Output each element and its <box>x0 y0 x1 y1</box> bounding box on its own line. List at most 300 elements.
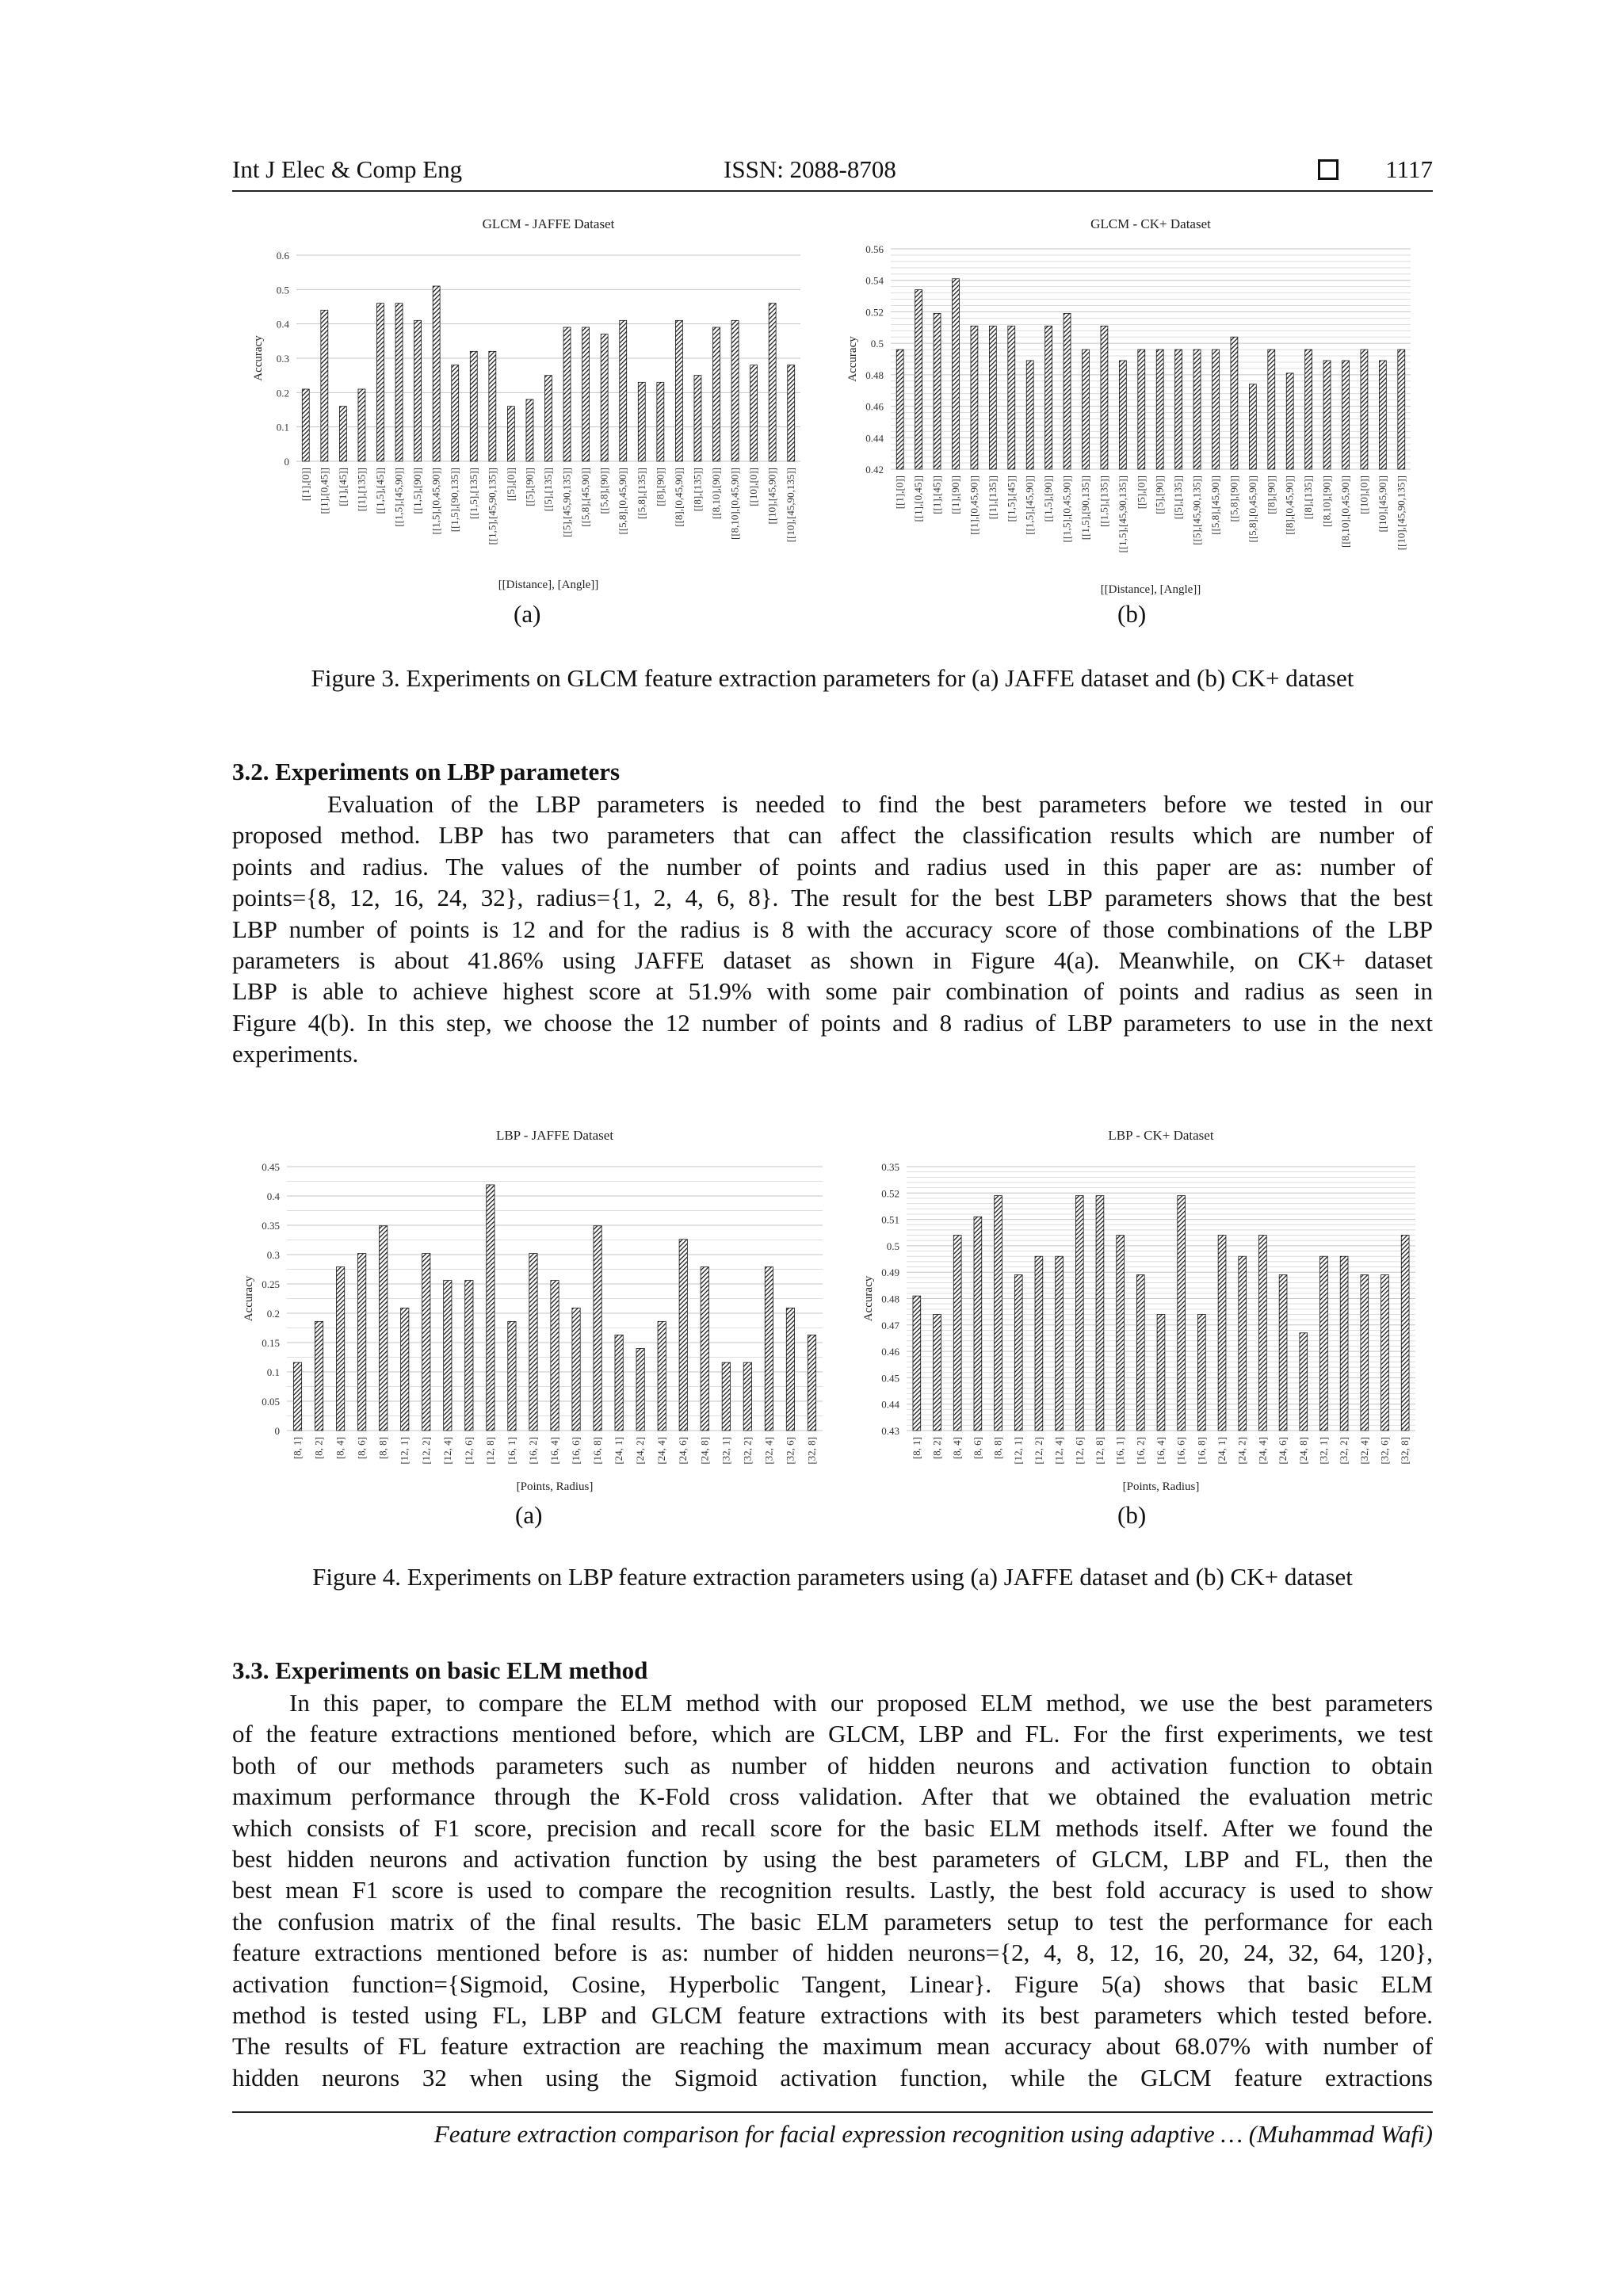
bar <box>1064 313 1071 469</box>
x-tick-label: [8, 8] <box>376 1437 389 1460</box>
bar <box>1045 326 1052 469</box>
text-line: LBP number of points is 12 and for the radius is 8 with the accuracy score of those combinations of the LBP <box>232 915 1433 943</box>
x-tick-label: [16, 4] <box>548 1437 560 1465</box>
x-tick-label: [12, 6] <box>462 1437 475 1465</box>
x-tick-label: [24, 4] <box>1256 1437 1269 1465</box>
bar <box>422 1254 430 1431</box>
chart-title: GLCM - CK+ Dataset <box>1090 216 1211 231</box>
y-tick-label: 0.1 <box>266 1366 280 1378</box>
bar <box>1197 1314 1205 1431</box>
x-tick-label: [24, 8] <box>1296 1437 1309 1465</box>
x-tick-label: [[8,10],[0,45,90]] <box>1339 476 1351 548</box>
bar <box>1286 373 1293 469</box>
y-tick-label: 0.2 <box>266 1308 280 1320</box>
y-tick-label: 0.44 <box>865 432 884 445</box>
x-tick-label: [[8,10],[0,45,90]] <box>728 468 741 540</box>
text-line: Figure 4(b). In this step, we choose the 12 number of points and 8 radius of LBP parameters to use in the next <box>232 1008 1433 1037</box>
bar <box>953 279 960 469</box>
x-tick-label: [[1,5],[45]] <box>374 468 386 514</box>
bar <box>315 1321 323 1431</box>
bar <box>1178 1196 1186 1431</box>
bar <box>701 1267 708 1431</box>
bar <box>1136 1275 1144 1431</box>
bar <box>358 1254 366 1431</box>
x-tick-label: [[5,8],[90]] <box>598 468 610 514</box>
x-tick-label: [[1,5],[0,45,90]] <box>430 468 442 535</box>
y-tick-label: 0.2 <box>276 387 289 399</box>
y-tick-label: 0.5 <box>276 284 289 296</box>
y-tick-label: 0.5 <box>870 338 884 350</box>
bar <box>1014 1275 1022 1431</box>
bar <box>974 1217 982 1431</box>
bar <box>395 304 403 461</box>
x-tick-label: [[1,5],[45,90]] <box>392 468 405 527</box>
x-tick-label: [[1,5],[45]] <box>1005 476 1018 522</box>
bar <box>1175 350 1182 469</box>
text-line: both of our methods parameters such as number of hidden neurons and activation function to obtain <box>232 1751 1433 1779</box>
text-line: The results of FL feature extraction are reaching the maximum mean accuracy about 68.07% with number of <box>232 2032 1433 2061</box>
bar <box>1218 1236 1226 1431</box>
x-tick-label: [12, 1] <box>1012 1437 1025 1465</box>
x-tick-label: [[1,5],[90,135]] <box>1079 476 1091 541</box>
x-tick-label: [[5,8],[135]] <box>635 468 647 519</box>
x-tick-label: [16, 1] <box>505 1437 517 1465</box>
bar <box>1193 350 1201 469</box>
x-tick-label: [24, 4] <box>655 1437 668 1465</box>
x-tick-label: [[1,5],[45,90,135]] <box>1116 476 1128 553</box>
x-tick-label: [12, 8] <box>483 1437 496 1465</box>
figure4-label-b: (b) <box>1117 1501 1147 1529</box>
x-axis-label: [Points, Radius] <box>516 1480 594 1493</box>
bar <box>722 1362 730 1431</box>
x-tick-label: [[1],[0]] <box>893 476 906 510</box>
x-tick-label: [[1],[135]] <box>355 468 368 512</box>
bar <box>657 382 664 461</box>
text-line: activation function={Sigmoid, Cosine, Hyperbolic Tangent, Linear}. Figure 5(a) shows that basic ELM <box>232 1969 1433 1998</box>
bar <box>934 313 941 469</box>
section-3-3-heading: 3.3. Experiments on basic ELM method <box>232 1656 648 1684</box>
y-axis-label: Accuracy <box>862 1275 875 1322</box>
x-tick-label: [32, 6] <box>1378 1437 1391 1465</box>
bar <box>989 326 996 469</box>
text-line: best hidden neurons and activation function by using the best parameters of GLCM, LBP and FL, then the <box>232 1845 1433 1874</box>
y-tick-label: 0.43 <box>881 1425 899 1437</box>
y-tick-label: 0.6 <box>276 250 289 262</box>
bar <box>995 1196 1002 1431</box>
x-tick-label: [16, 8] <box>1195 1437 1208 1465</box>
bar <box>769 304 776 461</box>
y-tick-label: 0.45 <box>262 1161 280 1173</box>
bar <box>507 407 514 461</box>
text-line: of the feature extractions mentioned before, which are GLCM, LBP and FL. For the first experiments, we test <box>232 1720 1433 1748</box>
x-tick-label: [8, 8] <box>991 1437 1004 1460</box>
x-tick-label: [[5],[45,90,135]] <box>560 468 573 537</box>
section-3-2-heading: 3.2. Experiments on LBP parameters <box>232 758 621 785</box>
chart-glcm-jaffe <box>230 208 816 596</box>
x-tick-label: [32, 1] <box>720 1437 732 1465</box>
page-number: 1117 <box>1385 155 1433 183</box>
x-tick-label: [8, 1] <box>910 1437 922 1460</box>
x-tick-label: [[5,8],[45,90]] <box>1209 476 1221 535</box>
bar <box>1268 350 1275 469</box>
bar <box>339 407 346 461</box>
x-tick-label: [[8,10],[90]] <box>710 468 722 519</box>
x-tick-label: [12, 2] <box>1032 1437 1044 1465</box>
x-tick-label: [8, 4] <box>951 1437 964 1460</box>
x-tick-label: [16, 2] <box>526 1437 539 1465</box>
x-tick-label: [[10],[45,90]] <box>1376 476 1388 533</box>
figure3-label-b: (b) <box>1117 600 1147 628</box>
bar <box>679 1240 687 1431</box>
bar <box>1035 1256 1043 1431</box>
bar <box>1096 1196 1104 1431</box>
x-tick-label: [32, 4] <box>1358 1437 1370 1465</box>
bar <box>953 1236 961 1431</box>
y-tick-label: 0.1 <box>276 421 289 434</box>
bar <box>1381 1275 1389 1431</box>
x-tick-label: [[1],[0]] <box>299 468 311 502</box>
x-tick-label: [8, 1] <box>291 1437 304 1460</box>
text-line: points={8, 12, 16, 24, 32}, radius={1, 2, 4, 6, 8}. The result for the best LBP parameters shows that the best <box>232 884 1433 912</box>
x-tick-label: [12, 8] <box>1093 1437 1106 1465</box>
x-tick-label: [12, 4] <box>441 1437 453 1465</box>
x-tick-label: [24, 2] <box>1235 1437 1248 1465</box>
bar <box>1239 1256 1247 1431</box>
bar <box>1320 1256 1328 1431</box>
bar <box>1157 1314 1165 1431</box>
x-axis-label: [Points, Radius] <box>1122 1480 1200 1493</box>
bar <box>1323 361 1331 469</box>
x-tick-label: [16, 6] <box>570 1437 582 1465</box>
x-tick-label: [[1,5],[135]] <box>467 468 479 519</box>
y-tick-label: 0.48 <box>865 369 884 381</box>
bar <box>293 1362 301 1431</box>
y-tick-label: 0.46 <box>865 400 884 413</box>
bar <box>1083 350 1090 469</box>
chart-lbp-jaffe-svg <box>230 1117 832 1498</box>
bar <box>1398 350 1405 469</box>
x-tick-label: [[1,5],[90,135]] <box>449 468 461 533</box>
text-line: Evaluation of the LBP parameters is needed to find the best parameters before we tested in our <box>327 790 1433 818</box>
y-tick-label: 0.51 <box>881 1213 899 1226</box>
section-3-2-paragraph <box>232 789 1433 1070</box>
bar <box>1305 350 1312 469</box>
x-tick-label: [16, 4] <box>1155 1437 1167 1465</box>
y-tick-label: 0.15 <box>262 1337 280 1349</box>
bar <box>1379 361 1386 469</box>
y-tick-label: 0.46 <box>881 1346 899 1358</box>
bar <box>750 365 758 461</box>
bar <box>636 1348 644 1431</box>
bar <box>302 389 309 461</box>
chart-glcm-ck-svg <box>838 208 1425 596</box>
bar <box>358 389 365 461</box>
text-line: best mean F1 score is used to compare the recognition results. Lastly, the best fold accuracy is used to show <box>232 1876 1433 1904</box>
bar <box>1361 1275 1369 1431</box>
figure4-label-a: (a) <box>515 1501 543 1529</box>
chart-lbp-jaffe <box>230 1117 832 1498</box>
x-tick-label: [32, 4] <box>762 1437 775 1465</box>
x-tick-label: [[1],[90]] <box>949 476 961 514</box>
x-tick-label: [12, 4] <box>1052 1437 1065 1465</box>
bar <box>582 327 590 461</box>
bar <box>601 334 608 461</box>
bar <box>545 376 552 461</box>
bar <box>675 320 682 461</box>
y-tick-label: 0 <box>274 1425 280 1437</box>
bar <box>508 1321 516 1431</box>
y-tick-label: 0.5 <box>886 1240 899 1252</box>
bar <box>620 320 627 461</box>
x-tick-label: [12, 6] <box>1073 1437 1086 1465</box>
x-tick-label: [24, 6] <box>677 1437 689 1465</box>
bar <box>971 326 978 469</box>
chart-lbp-ck-svg <box>838 1117 1425 1498</box>
y-tick-label: 0.48 <box>881 1293 899 1305</box>
x-axis-label: [[Distance], [Angle]] <box>1100 583 1201 596</box>
x-tick-label: [16, 1] <box>1113 1437 1126 1465</box>
bar <box>934 1314 941 1431</box>
text-line: parameters is about 41.86% using JAFFE dataset as shown in Figure 4(a). Meanwhile, on CK+ dataset <box>232 946 1433 975</box>
section-3-3-paragraph <box>232 1687 1433 2093</box>
x-tick-label: [[1,5],[135]] <box>1098 476 1110 527</box>
issn: ISSN: 2088-8708 <box>724 155 896 183</box>
x-tick-label: [[8],[135]] <box>1302 476 1315 520</box>
bar <box>489 351 496 461</box>
chart-title: GLCM - JAFFE Dataset <box>482 216 615 231</box>
chart-title: LBP - JAFFE Dataset <box>495 1128 614 1143</box>
x-axis-label: [[Distance], [Angle]] <box>498 579 599 591</box>
bar <box>1340 1256 1348 1431</box>
x-tick-label: [12, 1] <box>398 1437 411 1465</box>
y-tick-label: 0 <box>284 456 289 468</box>
bar <box>1212 350 1220 469</box>
x-tick-label: [[5],[135]] <box>542 468 554 512</box>
x-tick-label: [24, 8] <box>698 1437 711 1465</box>
bar <box>444 1281 452 1431</box>
figure3-label-a: (a) <box>514 600 541 628</box>
bar <box>1117 1236 1125 1431</box>
y-axis-label: Accuracy <box>252 335 265 381</box>
bar <box>658 1321 666 1431</box>
x-tick-label: [[1],[0,45]] <box>318 468 330 514</box>
running-footer: Feature extraction comparison for facial expression recognition using adaptive … (Muhammad Wafi) <box>232 2111 1433 2149</box>
x-tick-label: [[5,8],[0,45,90]] <box>617 468 629 535</box>
text-line: method is tested using FL, LBP and GLCM feature extractions with its best parameters which tested before. <box>232 2001 1433 2030</box>
running-header <box>232 155 1433 192</box>
bar <box>1401 1236 1409 1431</box>
x-tick-label: [32, 2] <box>741 1437 754 1465</box>
x-tick-label: [32, 8] <box>1399 1437 1411 1465</box>
bar <box>1279 1275 1287 1431</box>
bar <box>1075 1196 1083 1431</box>
bar <box>594 1226 601 1431</box>
x-tick-label: [24, 6] <box>1277 1437 1289 1465</box>
x-tick-label: [[8,10],[90]] <box>1320 476 1333 527</box>
bar <box>638 382 645 461</box>
x-tick-label: [[10],[45,90,135]] <box>1395 476 1407 551</box>
y-tick-label: 0.49 <box>881 1266 899 1279</box>
text-line: the confusion matrix of the final results. The basic ELM parameters setup to test the performance for each <box>232 1907 1433 1935</box>
x-tick-label: [16, 8] <box>591 1437 604 1465</box>
bar <box>694 376 701 461</box>
x-tick-label: [8, 2] <box>930 1437 943 1460</box>
bar <box>1259 1236 1267 1431</box>
x-tick-label: [[5],[135]] <box>1172 476 1185 520</box>
bar <box>786 1308 794 1431</box>
chart-glcm-jaffe-svg <box>230 208 816 596</box>
x-tick-label: [[10],[45,90,135]] <box>785 468 797 543</box>
x-tick-label: [24, 1] <box>1216 1437 1228 1465</box>
bar <box>1342 361 1350 469</box>
x-tick-label: [[5],[0]] <box>1135 476 1148 510</box>
y-tick-label: 0.45 <box>881 1372 899 1385</box>
bar <box>1138 350 1145 469</box>
x-tick-label: [8, 2] <box>312 1437 325 1460</box>
bar <box>470 351 477 461</box>
chart-lbp-ck <box>838 1117 1425 1498</box>
bar <box>731 320 739 461</box>
bar <box>526 399 533 461</box>
x-tick-label: [[1,5],[0,45,90]] <box>1060 476 1073 543</box>
text-line: experiments. <box>232 1040 359 1068</box>
bar <box>465 1281 473 1431</box>
x-tick-label: [32, 6] <box>784 1437 796 1465</box>
y-tick-label: 0.25 <box>262 1278 280 1290</box>
bar <box>1101 326 1108 469</box>
x-tick-label: [[5],[45,90,135]] <box>1190 476 1203 545</box>
text-line: hidden neurons 32 when using the Sigmoid activation function, while the GLCM feature extractions <box>232 2063 1433 2092</box>
x-tick-label: [[10],[0]] <box>747 468 760 506</box>
x-tick-label: [[5],[90]] <box>523 468 536 506</box>
text-line: In this paper, to compare the ELM method with our proposed ELM method, we use the best parameters <box>289 1689 1433 1717</box>
y-tick-label: 0.47 <box>881 1319 899 1331</box>
x-tick-label: [[5],[90]] <box>1153 476 1166 514</box>
x-tick-label: [[1],[0,45]] <box>912 476 925 522</box>
chart-glcm-ck <box>838 208 1425 596</box>
bar <box>896 350 903 469</box>
y-tick-label: 0.54 <box>865 274 884 287</box>
bar <box>743 1362 751 1431</box>
y-tick-label: 0.3 <box>266 1249 280 1261</box>
y-tick-label: 0.42 <box>865 464 884 476</box>
y-tick-label: 0.35 <box>881 1161 899 1173</box>
x-tick-label: [[10],[45,90]] <box>766 468 778 525</box>
bar <box>551 1281 559 1431</box>
x-tick-label: [[5,8],[0,45,90]] <box>1246 476 1258 543</box>
x-tick-label: [32, 8] <box>805 1437 818 1465</box>
x-tick-label: [8, 4] <box>334 1437 346 1460</box>
bar <box>713 327 720 461</box>
x-tick-label: [24, 2] <box>634 1437 647 1465</box>
x-tick-label: [32, 1] <box>1317 1437 1330 1465</box>
bar <box>1361 350 1368 469</box>
x-tick-label: [12, 2] <box>419 1437 432 1465</box>
x-tick-label: [16, 2] <box>1134 1437 1147 1465</box>
bar <box>1119 361 1126 469</box>
bar <box>915 290 922 469</box>
bar <box>321 310 328 461</box>
y-tick-label: 0.56 <box>865 243 884 255</box>
x-tick-label: [[8],[90]] <box>654 468 666 506</box>
bar <box>808 1335 815 1431</box>
journal-name: Int J Elec & Comp Eng <box>232 155 463 183</box>
x-tick-label: [[1,5],[90]] <box>411 468 424 514</box>
x-tick-label: [[8],[0,45,90]] <box>1283 476 1296 535</box>
y-tick-label: 0.4 <box>276 318 289 330</box>
x-tick-label: [8, 6] <box>355 1437 368 1460</box>
x-tick-label: [[5],[0]] <box>504 468 517 502</box>
bar <box>377 304 384 461</box>
x-tick-label: [24, 1] <box>613 1437 625 1465</box>
x-tick-label: [[1],[0,45,90]] <box>968 476 980 535</box>
x-tick-label: [8, 6] <box>971 1437 983 1460</box>
y-tick-label: 0.35 <box>262 1220 280 1232</box>
text-line: proposed method. LBP has two parameters that can affect the classification results which are number of <box>232 821 1433 850</box>
x-tick-label: [[1,5],[45,90,135]] <box>486 468 498 545</box>
y-axis-label: Accuracy <box>846 336 859 382</box>
x-tick-label: [16, 6] <box>1174 1437 1187 1465</box>
x-tick-label: [[5,8],[45,90]] <box>579 468 592 527</box>
text-line: LBP is able to achieve highest score at 51.9% with some pair combination of points and radius as seen in <box>232 977 1433 1006</box>
bar <box>529 1254 537 1431</box>
y-tick-label: 0.4 <box>266 1190 280 1202</box>
x-tick-label: [[1,5],[45,90]] <box>1023 476 1036 535</box>
y-tick-label: 0.52 <box>881 1187 899 1200</box>
y-tick-label: 0.3 <box>276 353 289 365</box>
x-tick-label: [[8],[90]] <box>1265 476 1277 514</box>
bar <box>572 1308 580 1431</box>
y-tick-label: 0.52 <box>865 306 884 319</box>
bar <box>615 1335 623 1431</box>
bar <box>487 1185 495 1431</box>
bar <box>765 1267 773 1431</box>
bar <box>1056 1256 1064 1431</box>
x-tick-label: [[1],[135]] <box>986 476 999 520</box>
bar <box>336 1267 344 1431</box>
x-tick-label: [[8],[135]] <box>691 468 704 512</box>
text-line: points and radius. The values of the number of points and radius used in this paper are as: number of <box>232 852 1433 881</box>
bar <box>1026 361 1033 469</box>
bar <box>788 365 795 461</box>
y-tick-label: 0.44 <box>881 1398 899 1411</box>
chart-title: LBP - CK+ Dataset <box>1108 1128 1214 1143</box>
text-line: which consists of F1 score, precision and recall score for the basic ELM methods itself. After we found the <box>232 1813 1433 1842</box>
square-icon <box>1318 159 1338 180</box>
bar <box>1249 384 1256 469</box>
y-tick-label: 0.05 <box>262 1396 280 1408</box>
bar <box>1300 1333 1308 1431</box>
x-tick-label: [[5,8],[90]] <box>1228 476 1240 522</box>
text-line: feature extractions mentioned before is as: number of hidden neurons={2, 4, 8, 12, 16, 20, 24, 32, 64, 120}, <box>232 1939 1433 1967</box>
x-tick-label: [[1],[45]] <box>930 476 943 514</box>
bar <box>433 286 440 461</box>
figure3-caption: Figure 3. Experiments on GLCM feature extraction parameters for (a) JAFFE dataset and (b) CK+ dataset <box>311 664 1354 692</box>
x-tick-label: [[8],[0,45,90]] <box>672 468 685 527</box>
x-tick-label: [[1,5],[90]] <box>1042 476 1055 522</box>
bar <box>414 320 422 461</box>
bar <box>401 1308 409 1431</box>
bar <box>1008 326 1015 469</box>
text-line: maximum performance through the K-Fold cross validation. After that we obtained the evaluation metric <box>232 1782 1433 1811</box>
x-tick-label: [32, 2] <box>1338 1437 1350 1465</box>
bar <box>1156 350 1163 469</box>
y-axis-label: Accuracy <box>242 1275 255 1322</box>
bar <box>563 327 571 461</box>
bar <box>913 1296 921 1431</box>
bar <box>1231 337 1238 469</box>
x-tick-label: [[1],[45]] <box>336 468 349 506</box>
